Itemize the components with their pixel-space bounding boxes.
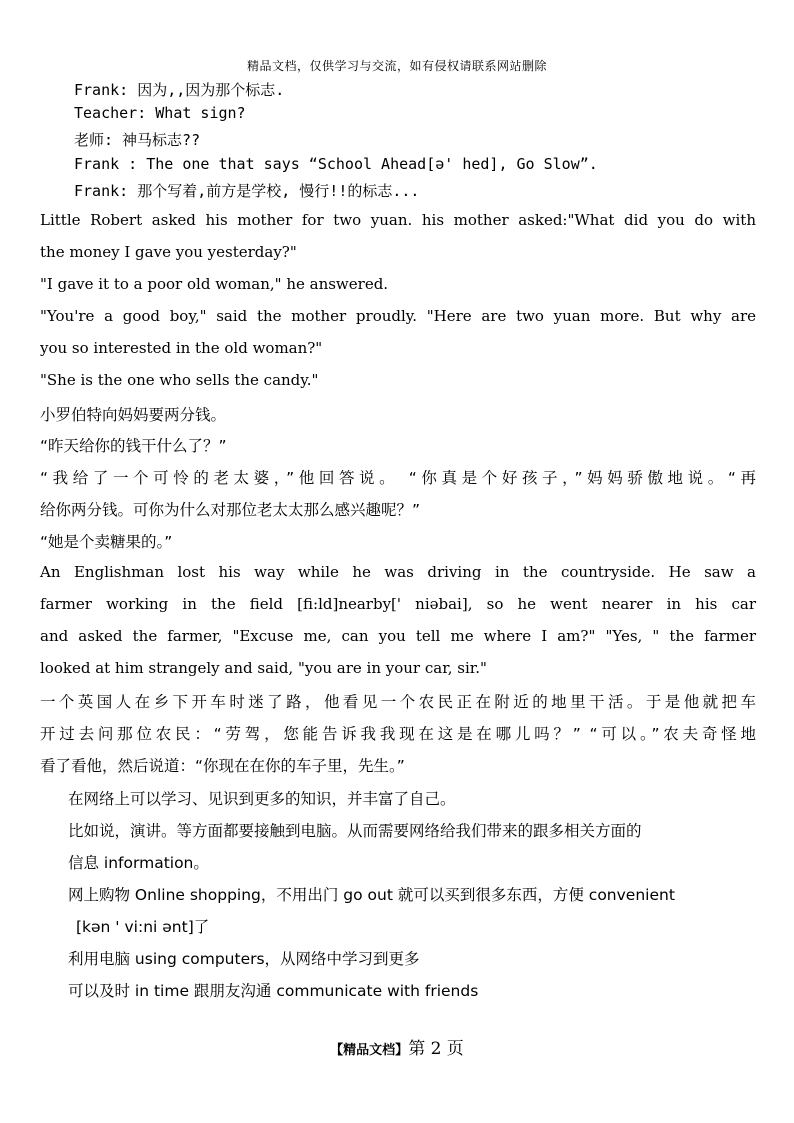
note-line: 比如说，演讲。等方面都要接触到电脑。从而需要网络给我们带来的跟多相关方面的 xyxy=(68,822,642,840)
page-footer xyxy=(0,1034,794,1059)
note-line: 可以及时 in time 跟朋友沟通 communicate with friends xyxy=(68,982,479,1000)
story-robert-en-line: "You're a good boy," said the mother proudly. "Here are two yuan more. But why are xyxy=(40,307,756,325)
dialogue-line: Frank: 因为,,因为那个标志. xyxy=(74,81,285,99)
note-line: 信息 information。 xyxy=(68,854,209,872)
dialogue-line: Teacher: What sign? xyxy=(74,104,246,122)
dialogue-line: Frank: 那个写着,前方是学校, 慢行!!的标志... xyxy=(74,182,420,200)
footer-mark: 【精品文档】 xyxy=(330,1043,409,1058)
note-line: 网上购物 Online shopping，不用出门 go out 就可以买到很多东西，方便 convenient xyxy=(68,886,675,904)
note-line: 在网络上可以学习、见识到更多的知识，并丰富了自己。 xyxy=(68,790,456,808)
story-robert-en-line: Little Robert asked his mother for two yuan. his mother asked:"What did you do with xyxy=(40,211,756,229)
story-robert-zh-line: “昨天给你的钱干什么了？” xyxy=(40,437,227,455)
story-englishman-en-line: farmer working in the field [fi:ld]nearby[' niəbai], so he went nearer in his car xyxy=(40,595,756,613)
story-englishman-zh-line: 看了看他，然后说道：“你现在在你的车子里，先生。” xyxy=(40,757,405,775)
story-robert-zh-line: “她是个卖糖果的。” xyxy=(40,533,173,551)
dialogue-line: Frank : The one that says “School Ahead[ə' hed], Go Slow”. xyxy=(74,155,598,173)
story-robert-en-line: the money I gave you yesterday?" xyxy=(40,243,297,261)
story-englishman-en-line: and asked the farmer, "Excuse me, can you tell me where I am?" "Yes, " the farmer xyxy=(40,627,756,645)
story-robert-zh-line: 给你两分钱。可你为什么对那位老太太那么感兴趣呢？” xyxy=(40,501,421,519)
note-line: 利用电脑 using computers，从网络中学习到更多 xyxy=(68,950,420,968)
note-line: [kən ' vi:ni ənt]了 xyxy=(76,918,210,936)
story-englishman-en-line: looked at him strangely and said, "you are in your car, sir." xyxy=(40,659,487,677)
story-robert-zh-line: “我给了一个可怜的老太婆，”他回答说。 “你真是个好孩子，”妈妈骄傲地说。“再 xyxy=(40,469,756,487)
story-robert-zh-line: 小罗伯特向妈妈要两分钱。 xyxy=(40,406,227,424)
story-englishman-en-line: An Englishman lost his way while he was driving in the countryside. He saw a xyxy=(40,563,756,581)
story-robert-en-line: "I gave it to a poor old woman," he answered. xyxy=(40,275,389,293)
story-englishman-zh-line: 一个英国人在乡下开车时迷了路，他看见一个农民正在附近的地里干活。于是他就把车 xyxy=(40,693,756,711)
header-note: 精品文档，仅供学习与交流，如有侵权请联系网站删除 xyxy=(246,59,547,73)
story-robert-en-line: you so interested in the old woman?" xyxy=(40,339,323,357)
story-englishman-zh-line: 开过去问那位农民：“劳驾，您能告诉我我现在这是在哪儿吗？” “可以。”农夫奇怪地 xyxy=(40,725,756,743)
story-robert-en-line: "She is the one who sells the candy." xyxy=(40,371,319,389)
page-number: 第 2 页 xyxy=(408,1039,464,1059)
dialogue-line: 老师: 神马标志?? xyxy=(74,131,201,149)
